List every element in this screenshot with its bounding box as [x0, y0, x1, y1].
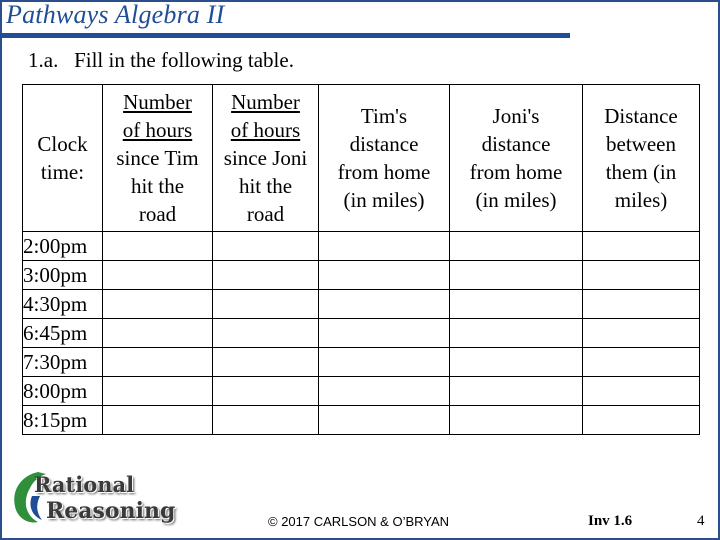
- answer-cell[interactable]: [103, 406, 213, 435]
- answer-cell[interactable]: [450, 319, 583, 348]
- header-joni-distance: Joni's distance from home (in miles): [450, 85, 583, 232]
- answer-cell[interactable]: [583, 377, 700, 406]
- copyright-text: © 2017 CARLSON & O’BRYAN: [268, 514, 450, 529]
- answer-cell[interactable]: [319, 348, 450, 377]
- header-distance-between: Distance between them (in miles): [583, 85, 700, 232]
- answer-cell[interactable]: [213, 377, 319, 406]
- answer-cell[interactable]: [319, 319, 450, 348]
- page-number: 4: [697, 513, 705, 529]
- answer-cell[interactable]: [319, 406, 450, 435]
- answer-cell[interactable]: [213, 348, 319, 377]
- page-title: Pathways Algebra II: [6, 0, 225, 29]
- table-row: [23, 290, 700, 319]
- header-clock-time: Clock time:: [23, 85, 103, 232]
- answer-cell[interactable]: [583, 261, 700, 290]
- header-tim-distance: Tim's distance from home (in miles): [319, 85, 450, 232]
- table-row: [23, 406, 700, 435]
- title-underline: [0, 33, 570, 38]
- answer-cell[interactable]: [450, 290, 583, 319]
- answer-cell[interactable]: [213, 261, 319, 290]
- answer-cell[interactable]: [213, 319, 319, 348]
- time-cell: 6:45pm: [23, 319, 103, 348]
- answer-cell[interactable]: [583, 232, 700, 261]
- time-cell: 7:30pm: [23, 348, 103, 377]
- time-cell: 8:15pm: [23, 406, 103, 435]
- logo-line-1: Rational: [34, 472, 135, 497]
- table-row: [23, 261, 700, 290]
- time-cell: 3:00pm: [23, 261, 103, 290]
- answer-cell[interactable]: [450, 377, 583, 406]
- answer-cell[interactable]: [213, 290, 319, 319]
- answer-cell[interactable]: [583, 348, 700, 377]
- logo-line-2: Reasoning: [46, 498, 176, 524]
- rational-reasoning-logo: [8, 466, 180, 528]
- table-row: [23, 232, 700, 261]
- time-cell: 2:00pm: [23, 232, 103, 261]
- answer-cell[interactable]: [103, 290, 213, 319]
- table-row: [23, 377, 700, 406]
- answer-cell[interactable]: [103, 319, 213, 348]
- instruction-text: 1.a. Fill in the following table.: [28, 48, 294, 72]
- table-row: [23, 319, 700, 348]
- answer-cell[interactable]: [213, 232, 319, 261]
- answer-cell[interactable]: [450, 348, 583, 377]
- answer-cell[interactable]: [450, 261, 583, 290]
- answer-cell[interactable]: [103, 261, 213, 290]
- time-cell: 8:00pm: [23, 377, 103, 406]
- table-row: [23, 348, 700, 377]
- answer-cell[interactable]: [319, 290, 450, 319]
- table-header-row: [23, 85, 700, 232]
- answer-cell[interactable]: [103, 232, 213, 261]
- answer-cell[interactable]: [450, 406, 583, 435]
- fill-in-table: [22, 84, 700, 435]
- answer-cell[interactable]: [319, 377, 450, 406]
- answer-cell[interactable]: [583, 406, 700, 435]
- answer-cell[interactable]: [213, 406, 319, 435]
- answer-cell[interactable]: [583, 319, 700, 348]
- investigation-label: Inv 1.6: [588, 513, 633, 529]
- answer-cell[interactable]: [103, 348, 213, 377]
- answer-cell[interactable]: [319, 261, 450, 290]
- answer-cell[interactable]: [319, 232, 450, 261]
- answer-cell[interactable]: [103, 377, 213, 406]
- header-hours-tim: Number of hours since Tim hit the road: [103, 85, 213, 232]
- answer-cell[interactable]: [583, 290, 700, 319]
- time-cell: 4:30pm: [23, 290, 103, 319]
- answer-cell[interactable]: [450, 232, 583, 261]
- header-hours-joni: Number of hours since Joni hit the road: [213, 85, 319, 232]
